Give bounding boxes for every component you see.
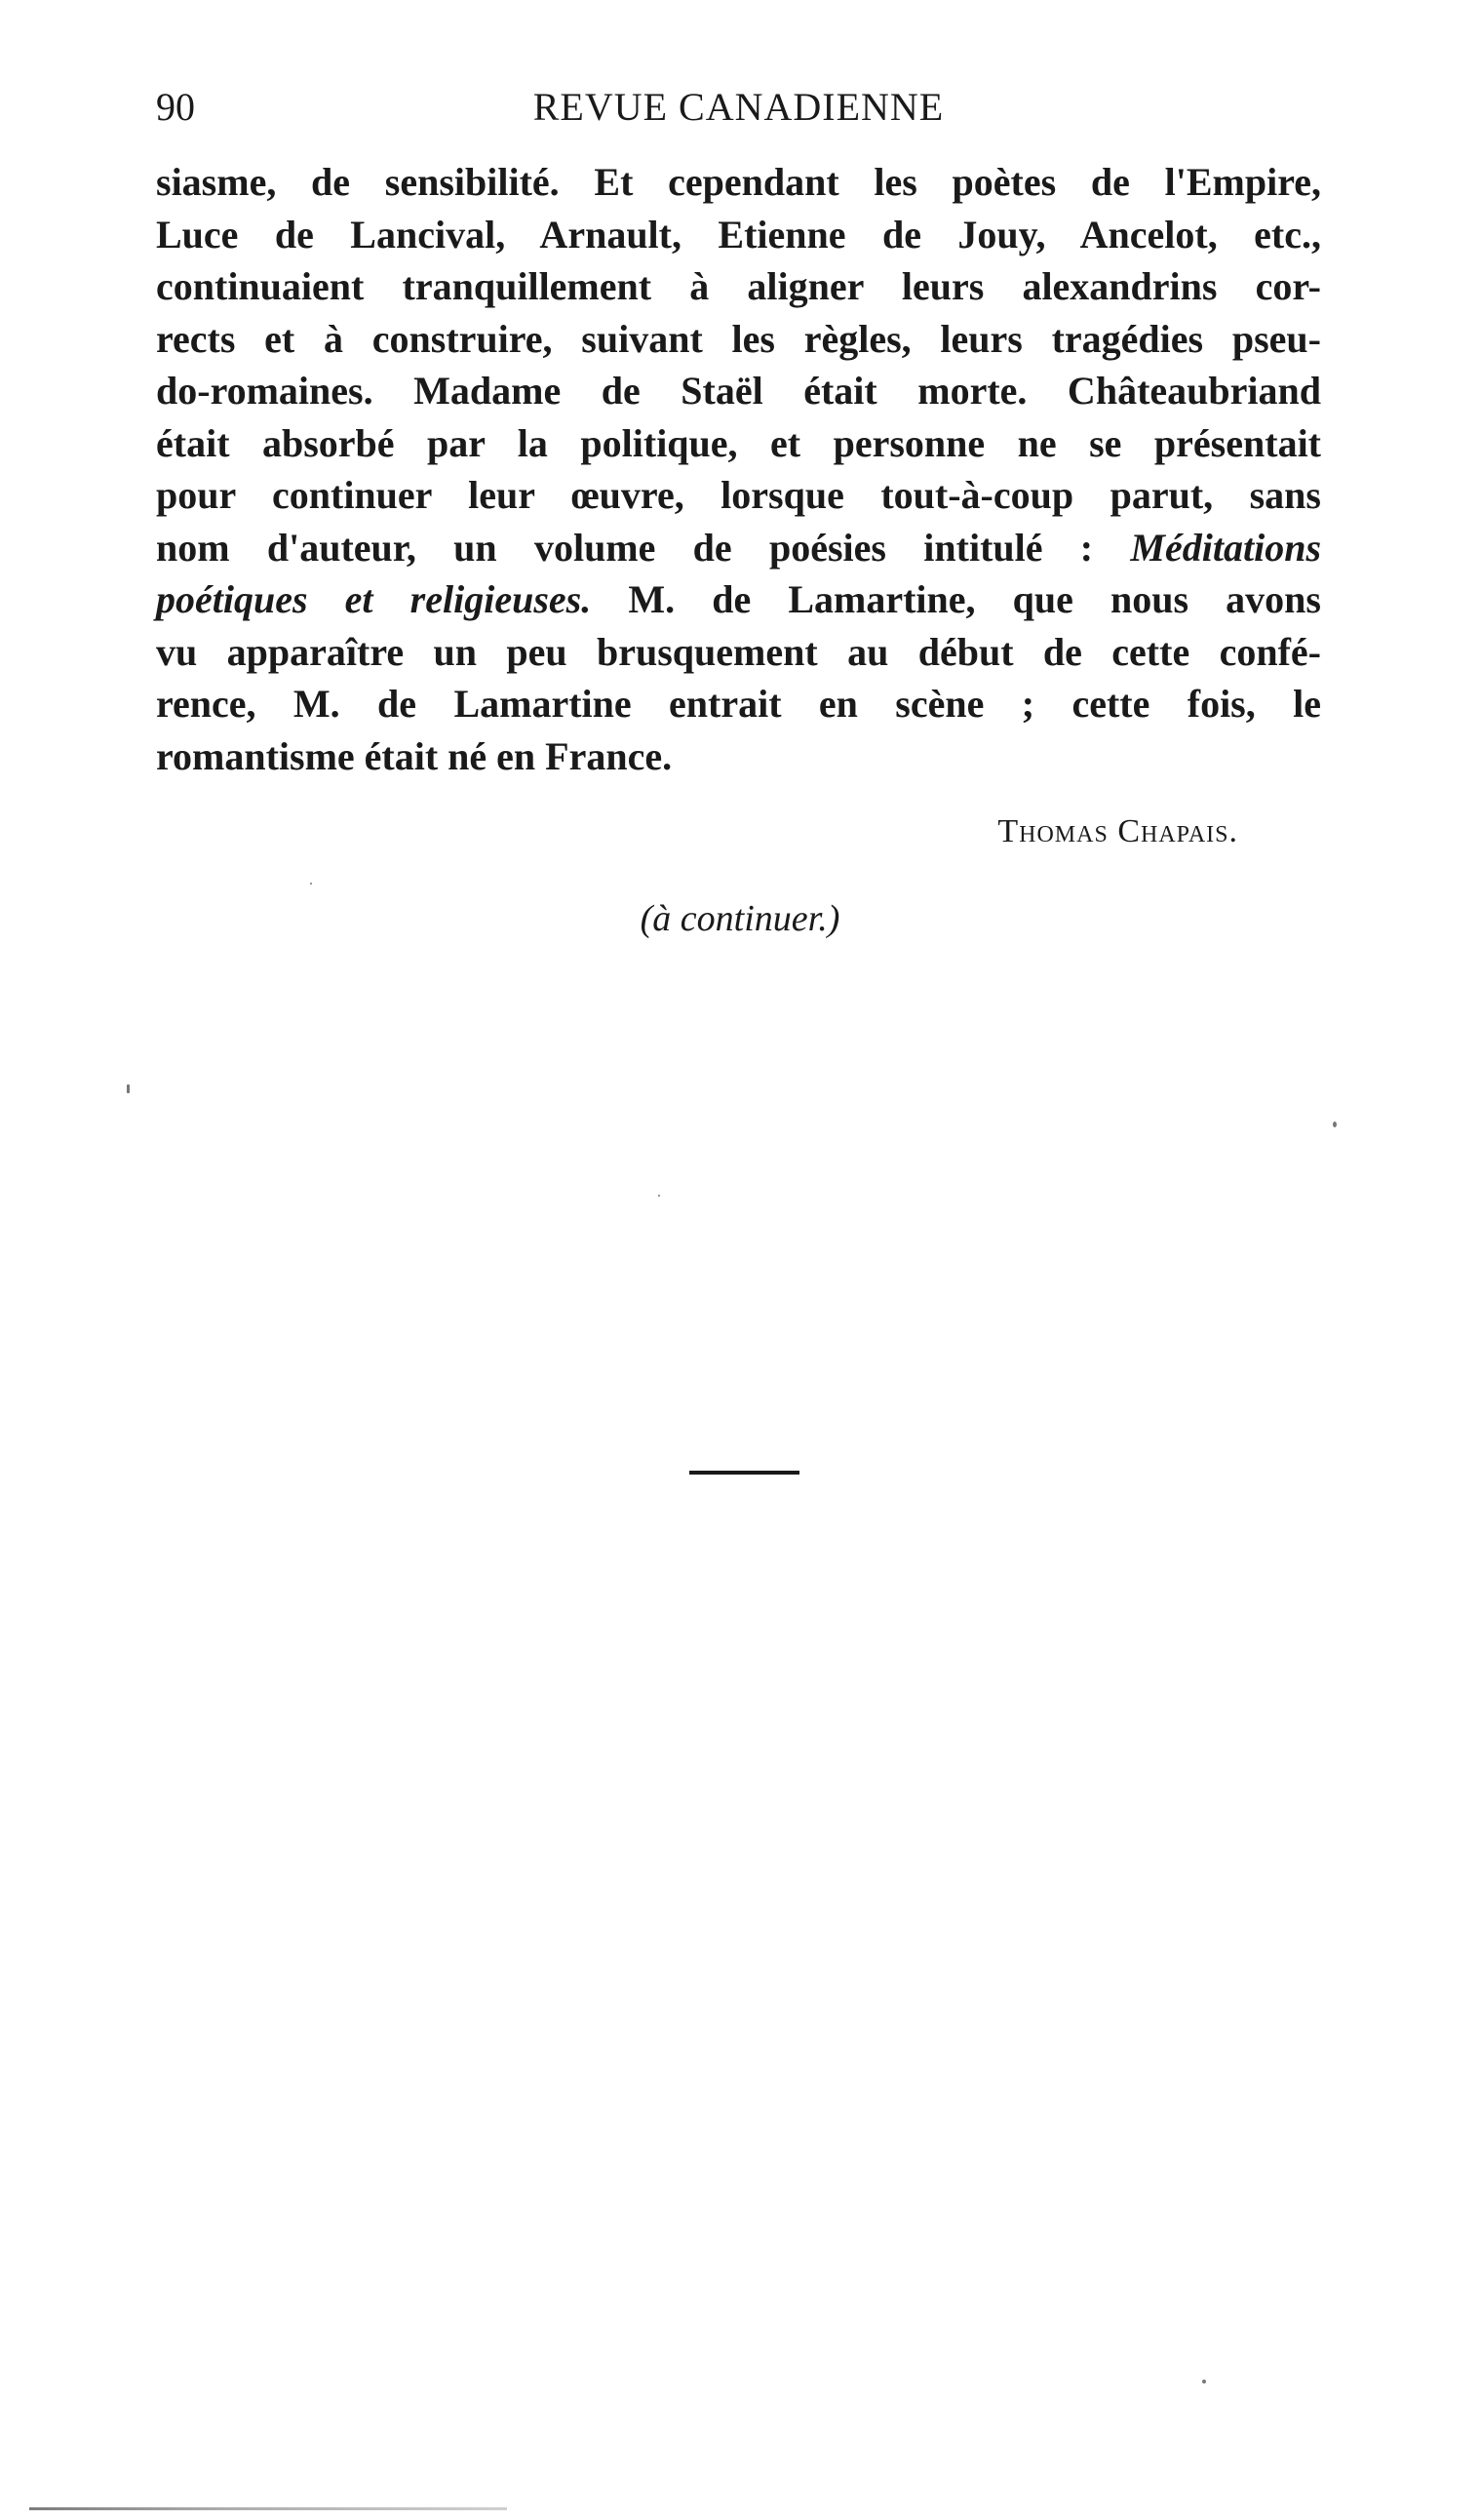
paper-speck — [310, 883, 312, 885]
text-line — [156, 522, 1321, 574]
journal-title: REVUE CANADIENNE — [532, 85, 945, 129]
text-line: rects et à construire, suivant les règles, leurs tragédies pseu- — [156, 316, 1321, 361]
paper-speck — [1202, 2380, 1206, 2383]
paper-speck — [127, 1084, 130, 1093]
author-signature: Thomas Chapais. — [997, 813, 1238, 849]
book-title-italic: poétiques et religieuses. — [156, 577, 592, 621]
running-head — [156, 78, 1321, 137]
body-paragraph — [156, 156, 1321, 782]
text-line: continuaient tranquillement à aligner leurs alexandrins cor- — [156, 264, 1321, 308]
text-line: romantisme était né en France. — [156, 733, 673, 778]
text-segment: nom d'auteur, un volume de poésies intitulé : — [156, 525, 1094, 570]
text-line: Luce de Lancival, Arnault, Etienne de Jouy, Ancelot, etc., — [156, 212, 1321, 256]
text-line: rence, M. de Lamartine entrait en scène ; cette fois, le — [156, 682, 1321, 726]
scan-edge-smudge — [29, 2507, 507, 2510]
text-line — [156, 573, 1321, 626]
text-line: pour continuer leur œuvre, lorsque tout-à-coup parut, sans — [156, 473, 1321, 517]
book-title-italic: Méditations — [1130, 525, 1322, 570]
text-line: était absorbé par la politique, et personne ne se présentait — [156, 420, 1321, 465]
page-number: 90 — [156, 85, 195, 129]
text-line: vu apparaître un peu brusquement au début de cette confé- — [156, 629, 1321, 674]
section-rule — [689, 1471, 799, 1475]
continuation-note: (à continuer.) — [640, 898, 840, 939]
text-line: do-romaines. Madame de Staël était morte. Châteaubriand — [156, 369, 1321, 413]
text-line: siasme, de sensibilité. Et cependant les poètes de l'Empire, — [156, 160, 1321, 204]
paper-speck — [1333, 1122, 1337, 1127]
text-segment: M. de Lamartine, que nous avons — [628, 577, 1321, 621]
paper-speck — [658, 1195, 660, 1197]
